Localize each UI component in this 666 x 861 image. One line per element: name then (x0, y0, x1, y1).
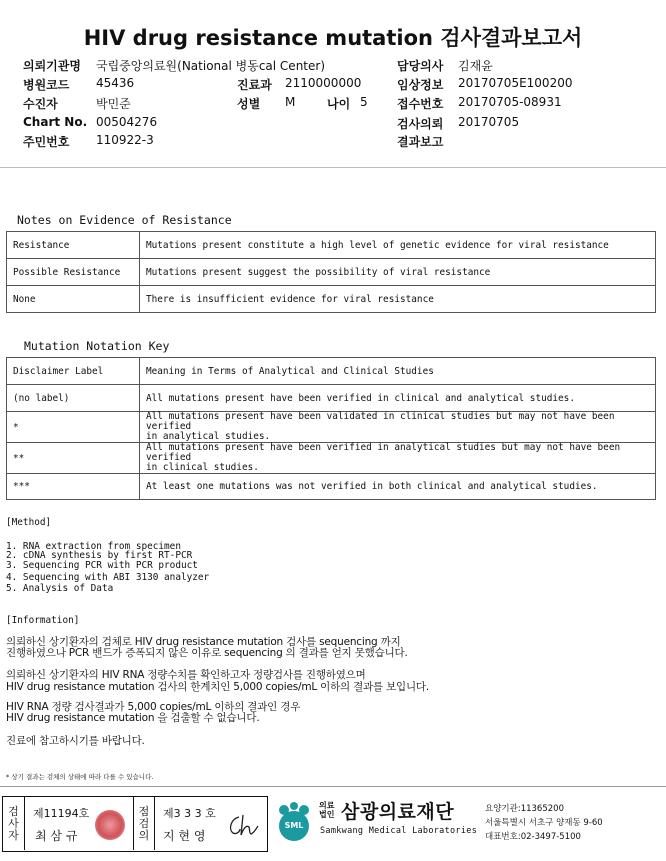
mutation-key-row-text: All mutations present have been verified in clinical and analytical studies. (140, 385, 656, 412)
notes-row (7, 286, 656, 313)
report-label: 결과보고 (397, 135, 444, 149)
method-item: 2. cDNA synthesis by first RT-PCR (6, 550, 193, 561)
notes-row (7, 232, 656, 259)
examiner-name: 최 삼 규 (35, 829, 78, 843)
notes-row (7, 259, 656, 286)
examiner-label: 검 사 자 (3, 797, 25, 850)
notes-row-text: Mutations present constitute a high level of genetic evidence for viral resistance (140, 232, 656, 259)
request-label: 검사의뢰 (397, 117, 444, 131)
notes-row-label: Possible Resistance (7, 259, 140, 286)
lab-code: 요양기관:11365200 (485, 804, 564, 814)
mutation-key-row-text: At least one mutations was not verified in both clinical and analytical studies. (140, 474, 656, 500)
signature-box (2, 796, 268, 852)
header-divider (0, 167, 666, 168)
chart-value: 00504276 (96, 115, 158, 129)
hospital-code-value: 45436 (96, 76, 135, 90)
examiner-number: 제11194호 (33, 807, 90, 820)
sex-value: M (285, 95, 296, 109)
mutation-key-row-label: ** (7, 443, 140, 474)
mutation-key-row-text: All mutations present have been validated in clinical studies but may not have been verified in analytical studies. (140, 412, 656, 443)
lab-name-en: Samkwang Medical Laboratories (320, 826, 478, 836)
reviewer-label: 점 검 의 (133, 797, 155, 850)
mutation-key-row-label: *** (7, 474, 140, 500)
examiner-seal (95, 810, 125, 840)
lab-address: 서울특별시 서초구 양재동 9-60 (485, 818, 603, 828)
patient-label: 수진자 (23, 97, 58, 111)
corp-label-2: 법인 (319, 810, 335, 819)
id-value: 110922-3 (96, 133, 154, 147)
mutation-key-title: Mutation Notation Key (24, 339, 170, 353)
doctor-value: 김재윤 (458, 59, 493, 73)
mutation-key-row (7, 412, 656, 443)
mutation-key-row (7, 443, 656, 474)
method-item: 3. Sequencing PCR with PCR product (6, 560, 198, 571)
chart-label: Chart No. (23, 115, 88, 129)
report-title: HIV drug resistance mutation 검사결과보고서 (83, 26, 583, 50)
information-text: 의뢰하신 상기환자의 검체로 HIV drug resistance mutation 검사를 sequencing 까지 (6, 636, 401, 648)
clinical-value: 20170705E100200 (458, 76, 573, 90)
information-title: [Information] (6, 615, 80, 626)
dept-value: 2110000000 (285, 76, 362, 90)
mutation-key-header-text: Meaning in Terms of Analytical and Clinical Studies (140, 358, 656, 385)
hospital-code-label: 병원코드 (23, 78, 70, 92)
mutation-key-row-label: * (7, 412, 140, 443)
mutation-key-row (7, 385, 656, 412)
doctor-label: 담당의사 (397, 59, 444, 73)
sml-logo (272, 800, 316, 844)
corp-label-1: 의료 (319, 801, 335, 810)
receipt-label: 접수번호 (397, 97, 444, 111)
lab-name-ko: 삼광의료재단 (341, 801, 455, 823)
clinical-label: 임상정보 (397, 78, 444, 92)
notes-row-label: None (7, 286, 140, 313)
information-text: 진료에 참고하시기를 바랍니다. (6, 735, 145, 747)
notes-row-label: Resistance (7, 232, 140, 259)
information-text: 의뢰하신 상기환자의 HIV RNA 정량수치를 확인하고자 정량검사를 진행하였으며 (6, 669, 366, 681)
patient-value: 박민준 (96, 97, 131, 111)
dept-label: 진료과 (237, 78, 272, 92)
notes-row-text: Mutations present suggest the possibility of viral resistance (140, 259, 656, 286)
information-text: 진행하였으나 PCR 밴드가 증폭되지 않은 이유로 sequencing 의 결과를 얻지 못했습니다. (6, 647, 408, 659)
notes-row-text: There is insufficient evidence for viral resistance (140, 286, 656, 313)
mutation-key-row-text: All mutations present have been verified in analytical studies but may not have been verified in clinical studies. (140, 443, 656, 474)
footnote: * 상기 결과는 검체의 상태에 따라 다를 수 있습니다. (6, 773, 154, 781)
mutation-key-table (6, 357, 656, 500)
method-item: 1. RNA extraction from specimen (6, 541, 181, 552)
sex-label: 성별 (237, 97, 261, 111)
institution-label: 의뢰기관명 (23, 59, 81, 73)
request-value: 20170705 (458, 115, 520, 129)
institution-value: 국립중앙의료원(National 병동cal Center) (96, 59, 325, 73)
reviewer-signature (225, 811, 261, 839)
age-value: 5 (360, 95, 368, 109)
age-label: 나이 (327, 97, 351, 111)
mutation-key-row-label: (no label) (7, 385, 140, 412)
information-text: HIV drug resistance mutation 을 검출할 수 없습니다. (6, 712, 260, 724)
reviewer-number: 제3 3 3 호 (163, 807, 216, 820)
mutation-key-row (7, 474, 656, 500)
mutation-key-header-label: Disclaimer Label (7, 358, 140, 385)
id-label: 주민번호 (23, 135, 70, 149)
method-item: 4. Sequencing with ABI 3130 analyzer (6, 572, 210, 583)
information-text: HIV RNA 정량 검사결과가 5,000 copies/mL 이하의 결과인 경우 (6, 701, 301, 713)
receipt-value: 20170705-08931 (458, 95, 562, 109)
information-text: HIV drug resistance mutation 검사의 한계치인 5,000 copies/mL 이하의 결과를 보입니다. (6, 681, 429, 693)
method-item: 5. Analysis of Data (6, 583, 114, 594)
method-title: [Method] (6, 517, 52, 528)
notes-title: Notes on Evidence of Resistance (17, 213, 232, 227)
notes-table (6, 231, 656, 313)
footer-divider (0, 786, 666, 787)
reviewer-name: 지 현 영 (163, 829, 206, 843)
sml-logo-text: SML (284, 821, 304, 830)
lab-phone: 대표번호:02-3497-5100 (485, 832, 581, 842)
mutation-key-header-row (7, 358, 656, 385)
